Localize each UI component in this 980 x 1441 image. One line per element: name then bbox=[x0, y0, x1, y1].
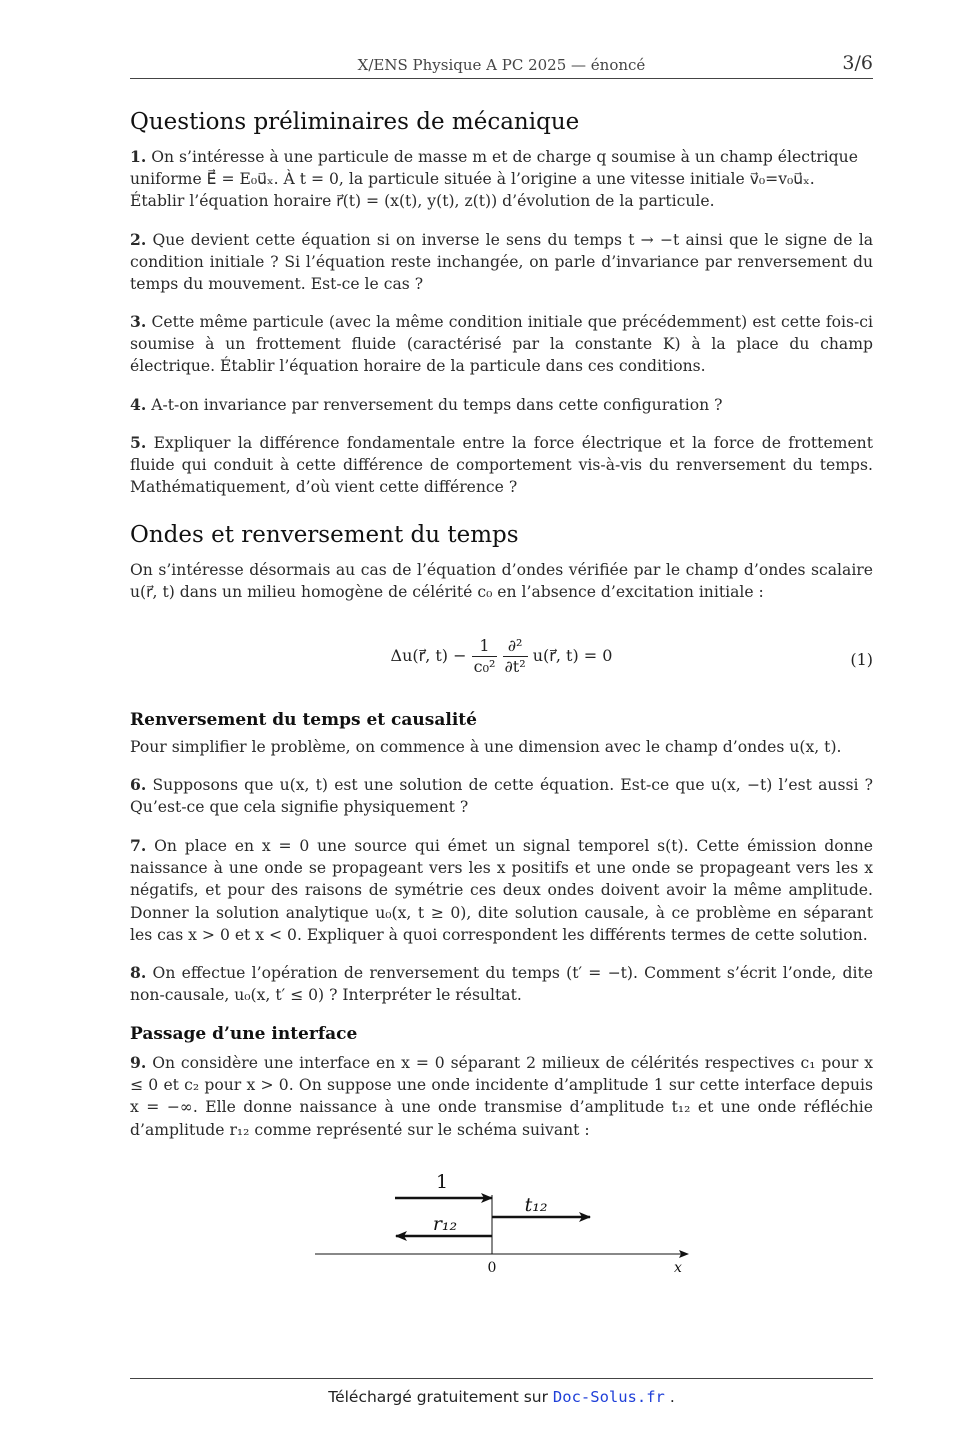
question-text: On place en x = 0 une source qui émet un signal temporel s(t). Cette émission donne naissance à une onde se propageant vers les x positifs et une onde se propageant vers les x négatifs, et pour des raisons de symétrie ces deux ondes doivent avoir la même amplitude. Donner la solution analytique u₀(x, t ≥ 0), dite solution causale, à ce problème en séparant les cas x > 0 et x < 0. Expliquer à quoi correspondent les différents termes de cette solution. bbox=[130, 837, 873, 944]
footer-suffix: . bbox=[664, 1388, 675, 1406]
question-text: A-t-on invariance par renversement du temps dans cette configuration ? bbox=[151, 396, 723, 414]
fraction-denominator: ∂t² bbox=[504, 657, 526, 676]
footer bbox=[130, 1388, 873, 1406]
question-2 bbox=[130, 229, 873, 296]
page-number: 3/6 bbox=[842, 52, 873, 74]
question-number: 5. bbox=[130, 433, 147, 452]
subsection-title-causality: Renversement du temps et causalité bbox=[130, 710, 477, 730]
question-text: On considère une interface en x = 0 séparant 2 milieux de célérités respectives c₁ pour x ≤ 0 et c₂ pour x > 0. On suppose une onde incidente d’amplitude 1 sur cette interface depuis x = −∞. Elle donne naissance à une onde transmise d’amplitude t₁₂ et une onde réfléchie d’amplitude r₁₂ comme représenté sur le schéma suivant : bbox=[130, 1054, 873, 1139]
question-3 bbox=[130, 311, 873, 378]
question-number: 7. bbox=[130, 836, 147, 855]
subsection-1-intro: Pour simplifier le problème, on commence à une dimension avec le champ d’ondes u(x, t). bbox=[130, 738, 842, 756]
fraction-second-time-derivative bbox=[503, 636, 528, 677]
question-1-line-2: uniforme E⃗ = E₀u⃗ₓ. À t = 0, la particule située à l’origine a une vitesse initiale v⃗₀=v₀u⃗ₓ. bbox=[130, 170, 815, 189]
question-text: Expliquer la différence fondamentale entre la force électrique et la force de frottement fluide qui conduit à cette différence de comportement vis-à-vis du renversement du temps. Mathématiquement, d’où vient cette différence ? bbox=[130, 434, 873, 497]
question-number: 9. bbox=[130, 1053, 147, 1072]
fraction-denominator: c₀² bbox=[473, 657, 496, 676]
section-title-mechanics: Questions préliminaires de mécanique bbox=[130, 109, 580, 135]
question-number: 4. bbox=[130, 395, 147, 414]
question-number: 2. bbox=[130, 230, 147, 249]
transmitted-amplitude-label: t₁₂ bbox=[524, 1194, 548, 1216]
reflected-amplitude-label: r₁₂ bbox=[432, 1213, 458, 1235]
section-title-waves: Ondes et renversement du temps bbox=[130, 522, 519, 548]
question-number: 1. bbox=[130, 147, 147, 166]
question-9 bbox=[130, 1052, 873, 1141]
x-axis-label: x bbox=[674, 1260, 682, 1276]
question-text: Cette même particule (avec la même condition initiale que précédemment) est cette fois-ci soumise à un frottement fluide (caractérisé par la constante K) à la place du champ électrique. Établir l’équation horaire de la particule dans ces conditions. bbox=[130, 313, 874, 376]
footer-prefix: Téléchargé gratuitement sur bbox=[328, 1388, 553, 1406]
question-number: 3. bbox=[130, 312, 147, 331]
fraction-numerator: ∂² bbox=[503, 636, 528, 657]
question-5 bbox=[130, 432, 873, 499]
wave-equation bbox=[130, 636, 873, 677]
question-text: Que devient cette équation si on inverse le sens du temps t → −t ainsi que le signe de la condition initiale ? Si l’équation reste inchangée, on parle d’invariance par renversement du temps du mouvement. Est-ce le cas ? bbox=[130, 231, 873, 294]
header-title: X/ENS Physique A PC 2025 — énoncé bbox=[357, 56, 646, 74]
interface-diagram bbox=[310, 1165, 700, 1280]
origin-label: 0 bbox=[487, 1260, 497, 1276]
equation-number: (1) bbox=[850, 650, 873, 669]
footer-divider bbox=[130, 1378, 873, 1379]
question-1-line-1: On s’intéresse à une particule de masse m et de charge q soumise à un champ électrique bbox=[151, 148, 858, 166]
subsection-title-interface: Passage d’une interface bbox=[130, 1024, 358, 1044]
page-header bbox=[130, 52, 873, 79]
question-1 bbox=[130, 146, 873, 213]
question-number: 6. bbox=[130, 775, 147, 794]
question-7 bbox=[130, 835, 873, 946]
section-2-intro: On s’intéresse désormais au cas de l’équation d’ondes vérifiée par le champ d’ondes scalaire u(r⃗, t) dans un milieu homogène de célérité c₀ en l’absence d’excitation initiale : bbox=[130, 561, 873, 602]
fraction-inverse-speed-squared bbox=[472, 636, 498, 677]
question-8 bbox=[130, 962, 873, 1006]
question-text: On effectue l’opération de renversement du temps (t′ = −t). Comment s’écrit l’onde, dite non-causale, u₀(x, t′ ≤ 0) ? Interpréter le résultat. bbox=[130, 964, 873, 1005]
question-4 bbox=[130, 394, 873, 416]
incident-amplitude-label: 1 bbox=[435, 1171, 449, 1193]
equation-rhs: u(r⃗, t) = 0 bbox=[532, 646, 613, 665]
equation-lhs: Δu(r⃗, t) − bbox=[390, 646, 467, 665]
question-number: 8. bbox=[130, 963, 147, 982]
question-1-line-3: Établir l’équation horaire r⃗(t) = (x(t), y(t), z(t)) d’évolution de la particule. bbox=[130, 192, 715, 211]
fraction-numerator: 1 bbox=[472, 636, 498, 657]
footer-link[interactable]: Doc-Solus.fr bbox=[552, 1388, 665, 1406]
question-6 bbox=[130, 774, 873, 818]
question-text: Supposons que u(x, t) est une solution de cette équation. Est-ce que u(x, −t) l’est aussi ? Qu’est-ce que cela signifie physiquement ? bbox=[130, 776, 873, 817]
